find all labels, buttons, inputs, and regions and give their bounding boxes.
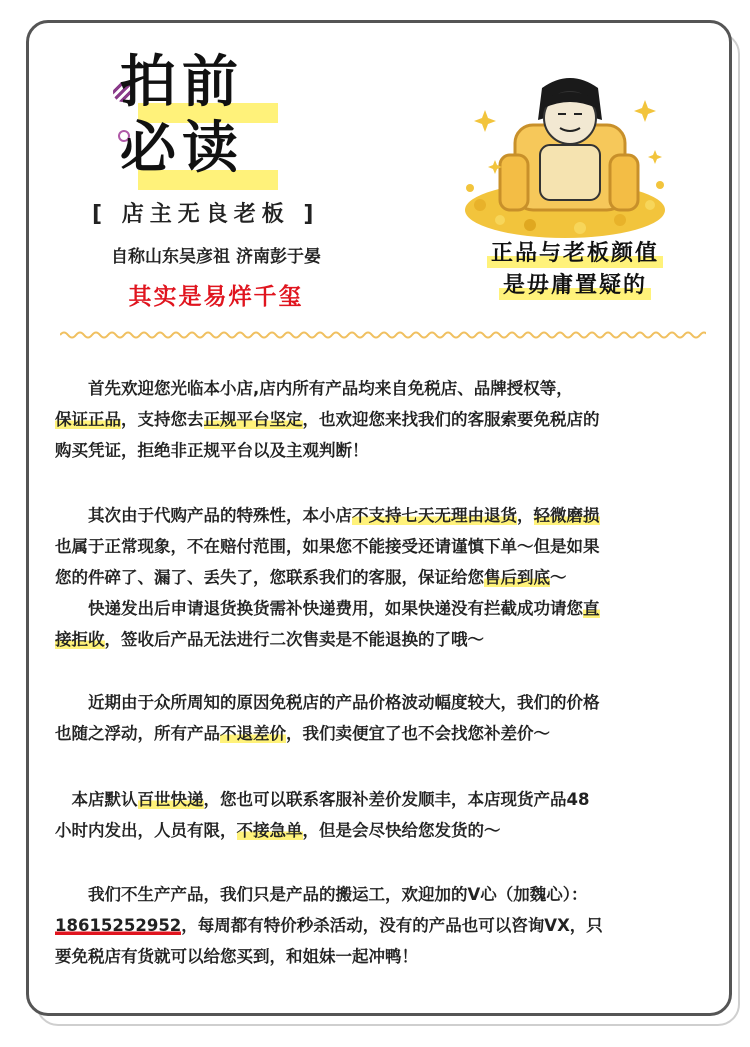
text-segment: ，签收后产品无法进行二次售卖是不能退换的了哦～	[104, 630, 484, 649]
paragraph-line	[55, 910, 705, 941]
text-segment: ，	[517, 506, 534, 525]
paragraph-line	[55, 687, 705, 718]
paragraph-line	[55, 373, 705, 404]
paragraph-line	[55, 593, 705, 624]
paragraph-line	[55, 500, 705, 531]
text-segment: 本店默认	[55, 790, 138, 809]
text-segment: 小时内发出，人员有限，	[55, 821, 237, 840]
paragraph-line	[55, 404, 705, 435]
text-segment: ～	[550, 568, 567, 587]
paragraph-line	[55, 784, 705, 815]
text-segment: 要免税店有货就可以给您买到，和姐妹一起冲鸭！	[55, 947, 418, 966]
text-segment: 也属于正常现象，不在赔付范围，如果您不能接受还请谨慎下单～但是如果	[55, 537, 600, 556]
text-segment: 也随之浮动，所有产品	[55, 724, 220, 743]
text-segment: 您的件碎了、漏了、丢失了，您联系我们的客服，保证给您	[55, 568, 484, 587]
paragraph-line	[55, 435, 705, 466]
highlighted-text: 售后到底	[484, 568, 550, 587]
text-segment: ，我们卖便宜了也不会找您补差价～	[286, 724, 550, 743]
red-claim-line: 其实是易烊千玺	[128, 284, 304, 310]
paragraph-1	[55, 373, 705, 466]
contact-number: 18615252952	[55, 916, 182, 935]
panda-meme-on-gold-throne-icon	[460, 70, 670, 240]
highlighted-text: 接拒收	[55, 630, 105, 649]
right-caption	[470, 238, 680, 302]
paragraph-5	[55, 879, 705, 972]
paragraph-line	[55, 562, 705, 593]
paragraph-line	[55, 941, 705, 972]
caption-line-2: 是毋庸置疑的	[502, 273, 647, 298]
self-claim-line: 自称山东吴彦祖 济南彭于晏	[111, 247, 321, 267]
page-title-line-2: 必读	[120, 116, 244, 181]
text-segment: 快递发出后申请退货换货需补快递费用，如果快递没有拦截成功请您	[55, 599, 583, 618]
text-segment: ，您也可以联系客服补差价发顺丰，本店现货产品48	[203, 790, 590, 809]
page-title-line-1: 拍前	[120, 50, 244, 115]
paragraph-3	[55, 687, 705, 749]
highlighted-text: 保证正品	[55, 410, 121, 429]
text-segment: 其次由于代购产品的特殊性，本小店	[55, 506, 352, 525]
text-segment: 首先欢迎您光临本小店,店内所有产品均来自免税店、品牌授权等，	[55, 379, 573, 398]
paragraph-line	[55, 531, 705, 562]
highlighted-text: 正规平台坚定	[203, 410, 303, 429]
paragraph-line	[55, 624, 705, 655]
paragraph-2	[55, 500, 705, 655]
highlighted-text: 不接急单	[236, 821, 303, 840]
highlighted-text: 轻微磨损	[533, 506, 600, 525]
caption-line-1: 正品与老板颜值	[490, 241, 659, 266]
text-segment: 我们不生产产品，我们只是产品的搬运工，欢迎加的V心（加魏心）：	[55, 885, 588, 904]
paragraph-4	[55, 784, 705, 846]
paragraph-line	[55, 718, 705, 749]
paragraph-line	[55, 879, 705, 910]
text-segment: ，也欢迎您来找我们的客服索要免税店的	[302, 410, 600, 429]
text-segment: ，每周都有特价秒杀活动，没有的产品也可以咨询VX，只	[181, 916, 603, 935]
paragraph-line	[55, 815, 705, 846]
text-segment: ，但是会尽快给您发货的～	[302, 821, 501, 840]
highlighted-text: 直	[583, 599, 600, 618]
text-segment: ，支持您去	[121, 410, 204, 429]
highlighted-text: 不支持七天无理由退货	[352, 506, 517, 525]
shop-owner-label: [ 店主无良老板 ]	[92, 202, 320, 227]
text-segment: 购买凭证，拒绝非正规平台以及主观判断！	[55, 441, 369, 460]
wavy-divider	[60, 330, 706, 340]
text-segment: 近期由于众所周知的原因免税店的产品价格波动幅度较大，我们的价格	[55, 693, 600, 712]
highlighted-text: 百世快递	[137, 790, 204, 809]
title-block	[120, 50, 320, 182]
highlighted-text: 不退差价	[220, 724, 286, 743]
